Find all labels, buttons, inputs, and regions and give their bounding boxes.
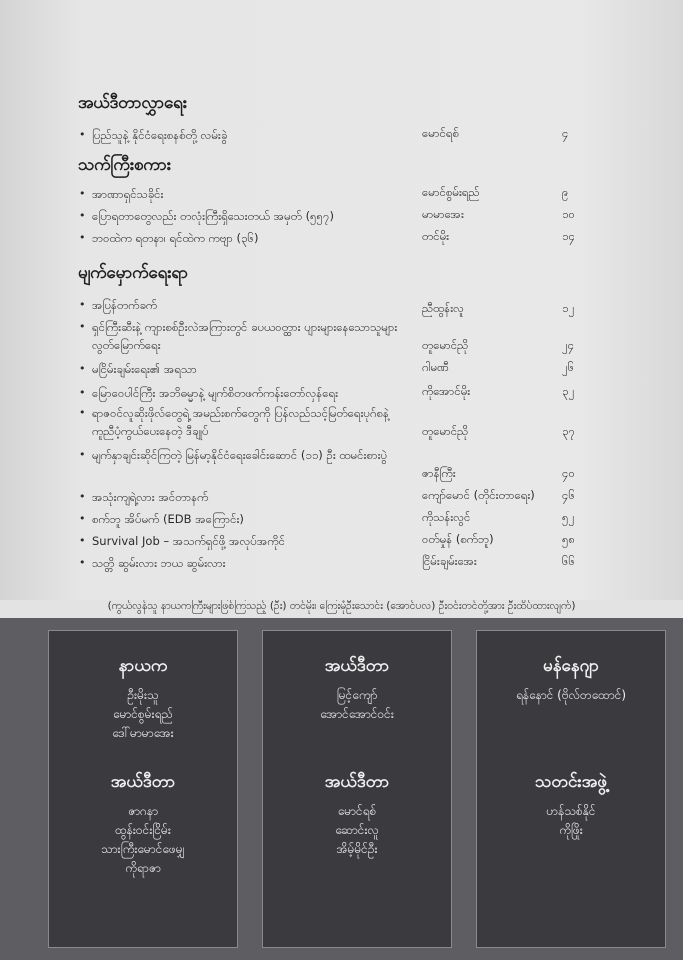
staff-name: ဆောင်းလူ bbox=[335, 823, 379, 837]
list-item bbox=[0, 229, 683, 253]
item-page: ၄ bbox=[562, 126, 569, 140]
item-author: ဂါမဏီ bbox=[422, 360, 449, 374]
item-author: ငြိမ်းချမ်းအေး bbox=[422, 554, 477, 568]
section-title: မျက်မှောက်ရေးရာ bbox=[78, 263, 188, 283]
section-title: အယ်ဒီတာလွှာရေး bbox=[78, 93, 187, 113]
staff-name: မောင်ရစ် bbox=[337, 804, 377, 818]
list-item bbox=[0, 554, 683, 578]
staff-name: ဒေါ်မာမာအေး bbox=[112, 726, 174, 740]
item-author: တူမောင်ညို bbox=[422, 338, 469, 352]
staff-name: အောင်အောင်ဝင်း bbox=[320, 707, 394, 721]
bullet: • bbox=[79, 187, 86, 200]
staff-group bbox=[477, 771, 665, 840]
item-title: သတ္တိ ဆွမ်းလား ဘယ ဆွမ်းလား bbox=[92, 556, 226, 570]
item-page: ၅၂ bbox=[562, 510, 575, 524]
item-page: ၃၂ bbox=[562, 384, 575, 398]
item-author: မာမာအေး bbox=[422, 207, 464, 221]
list-item bbox=[0, 532, 683, 556]
staff-group bbox=[263, 771, 451, 859]
list-item bbox=[0, 318, 683, 358]
staff-name: ဦးမိုးသူ bbox=[127, 688, 159, 702]
item-page: ၉ bbox=[562, 185, 569, 199]
item-page: ၁၄ bbox=[562, 229, 575, 243]
bullet: • bbox=[79, 362, 86, 375]
staff-name: သားကြီးမောင်ဖေမျှ bbox=[101, 842, 185, 856]
staff-role: မန်နေဂျာ bbox=[543, 656, 599, 676]
bullet: • bbox=[79, 512, 86, 525]
item-author: ဝတ်မှုန် (စက်ဘူ) bbox=[422, 532, 494, 546]
bullet: • bbox=[79, 490, 86, 503]
list-item bbox=[0, 488, 683, 512]
bullet: • bbox=[79, 448, 86, 461]
item-author: တူမောင်ညို bbox=[422, 424, 469, 438]
bullet: • bbox=[79, 386, 86, 399]
bullet: • bbox=[79, 534, 86, 547]
item-page: ၂၆ bbox=[562, 360, 575, 374]
staff-role: နာယက bbox=[118, 656, 168, 676]
item-page: ၆၆ bbox=[562, 554, 575, 568]
staff-group bbox=[263, 655, 451, 724]
staff-name: ဟန်သစ်နိုင် bbox=[546, 804, 596, 818]
bullet: • bbox=[79, 128, 86, 141]
staff-role: သတင်းအဖွဲ့ bbox=[534, 772, 608, 792]
bullet: • bbox=[79, 320, 86, 333]
item-title: အသုံးကျရဲ့လား အင်တာနက် bbox=[92, 490, 209, 504]
memorial-credit-line: (ကွယ်လွန်သူ နာယကကြီးများဖြစ်ကြသည့် (ဦး) တင်မိုး၊ ကြေးမုံဦးသောင်း (အောင်ပလ) ဦးဝင်းတင်တို့အား ဦးထိပ်ထားလျက်) bbox=[107, 600, 576, 612]
staff-panel bbox=[262, 630, 452, 948]
list-item bbox=[0, 510, 683, 534]
item-title: Survival Job – အသက်ရှင်ဖို့ အလုပ်အကိုင် bbox=[92, 534, 286, 548]
staff-group bbox=[49, 771, 237, 878]
list-item bbox=[0, 207, 683, 231]
item-title: စက်ဘူ အိပ်မက် (EDB အကြောင်း) bbox=[92, 512, 244, 526]
item-author: မောင်စွမ်းရည် bbox=[422, 185, 480, 199]
item-author: ကျော်မောင် (တိုင်းတာရေး) bbox=[422, 488, 535, 502]
staff-name: ထွန်းဝင်းငြိမ်း bbox=[115, 823, 171, 837]
item-title: ရာဇဝင်လူဆိုးဖိုလ်တွေရဲ့ အမည်းစက်တွေကို ပြန်လည်သင့်မြတ်ရေးပုဂ်စနဲ့ ကူညီပံ့ကွယ်ပေးနေတဲ့ ဒီချုပ် bbox=[92, 406, 389, 438]
bullet: • bbox=[79, 231, 86, 244]
item-title: ပြောရတာတွေလည်း တလုံးကြီးရှိသေးတယ် အမှတ် (၅၅၇) bbox=[92, 209, 334, 223]
staff-role: အယ်ဒီတာ bbox=[110, 772, 176, 792]
item-author: မောင်ရစ် bbox=[422, 126, 459, 140]
list-item bbox=[0, 185, 683, 209]
staff-role: အယ်ဒီတာ bbox=[324, 656, 390, 676]
item-author: ကိုသန်းလွင် bbox=[422, 510, 471, 524]
item-title: မငြိမ်းချမ်းရေး၏ အရသာ bbox=[92, 362, 197, 376]
item-title: ဘဝထဲက ရတနာ၊ ရင်ထဲက ကဗျာ (၃၆) bbox=[92, 231, 259, 245]
staff-group bbox=[49, 655, 237, 743]
bullet: • bbox=[79, 406, 86, 419]
item-title: အာဏာရှင်သခိုင်း bbox=[92, 187, 164, 201]
list-item bbox=[0, 446, 683, 486]
staff-panel bbox=[476, 630, 666, 948]
staff-group bbox=[477, 655, 665, 705]
list-item bbox=[0, 126, 683, 150]
list-item bbox=[0, 360, 683, 384]
staff-name: မောင်စွမ်းရည် bbox=[112, 707, 174, 721]
item-title: ပြည်သူနဲ့ နိုင်ငံရေးစနစ်တို့ လမ်းခွဲ bbox=[92, 128, 228, 142]
item-author: တင်မိုး bbox=[422, 229, 450, 243]
staff-role: အယ်ဒီတာ bbox=[324, 772, 390, 792]
item-page: ၄၆ bbox=[562, 488, 575, 502]
item-author: ညီထွန်းလူ bbox=[422, 301, 464, 315]
item-page: ၄၀ bbox=[562, 466, 575, 480]
staff-panel bbox=[48, 630, 238, 948]
bullet: • bbox=[79, 298, 86, 311]
bullet: • bbox=[79, 556, 86, 569]
item-author: ဇာနီကြီး bbox=[422, 466, 456, 480]
item-page: ၁၂ bbox=[562, 301, 575, 315]
staff-name: အိမ့်မိုင်ဦး bbox=[336, 842, 378, 856]
item-page: ၃၇ bbox=[562, 424, 575, 438]
staff-name: ဇာဂနာ bbox=[127, 804, 159, 818]
list-item bbox=[0, 404, 683, 444]
bullet: • bbox=[79, 209, 86, 222]
item-title: ရှင်ကြီးဆီးနဲ့ ကျားစစ်ဦးလဲအကြားတွင် ခပယဝတ္ထား ပျားများနေသောသူများ လွတ်မြောက်ရေး bbox=[92, 320, 398, 352]
item-page: ၂၄ bbox=[562, 338, 575, 352]
item-title: အပြန်တက်ခက် bbox=[92, 298, 158, 312]
item-title: မျက်နှာချင်းဆိုင်ကြတဲ့ မြန်မာ့နိုင်ငံရေးခေါင်းဆောင် (၁၁) ဦး ထမင်းစားပွဲ bbox=[92, 448, 388, 462]
list-item bbox=[0, 296, 683, 320]
staff-name: ကိုဖြိုး bbox=[559, 823, 583, 837]
section-title: သက်ကြီးစကား bbox=[78, 155, 171, 175]
item-title: မြောဝေပါင်ကြီး အဘိဓမ္မာနဲ့ မျက်စိတဖက်ကန်းတော်လှန်ရေး bbox=[92, 386, 339, 400]
item-page: ၁၀ bbox=[562, 207, 575, 221]
staff-name: မြင့်ကျော် bbox=[336, 688, 378, 702]
item-author: ကိုအောင်မိုး bbox=[422, 384, 471, 398]
staff-name: ကိုရာဇာ bbox=[125, 861, 161, 875]
staff-name: ရန်နောင် (ဗိုလ်တထောင်) bbox=[515, 688, 627, 702]
item-page: ၅၈ bbox=[562, 532, 576, 546]
